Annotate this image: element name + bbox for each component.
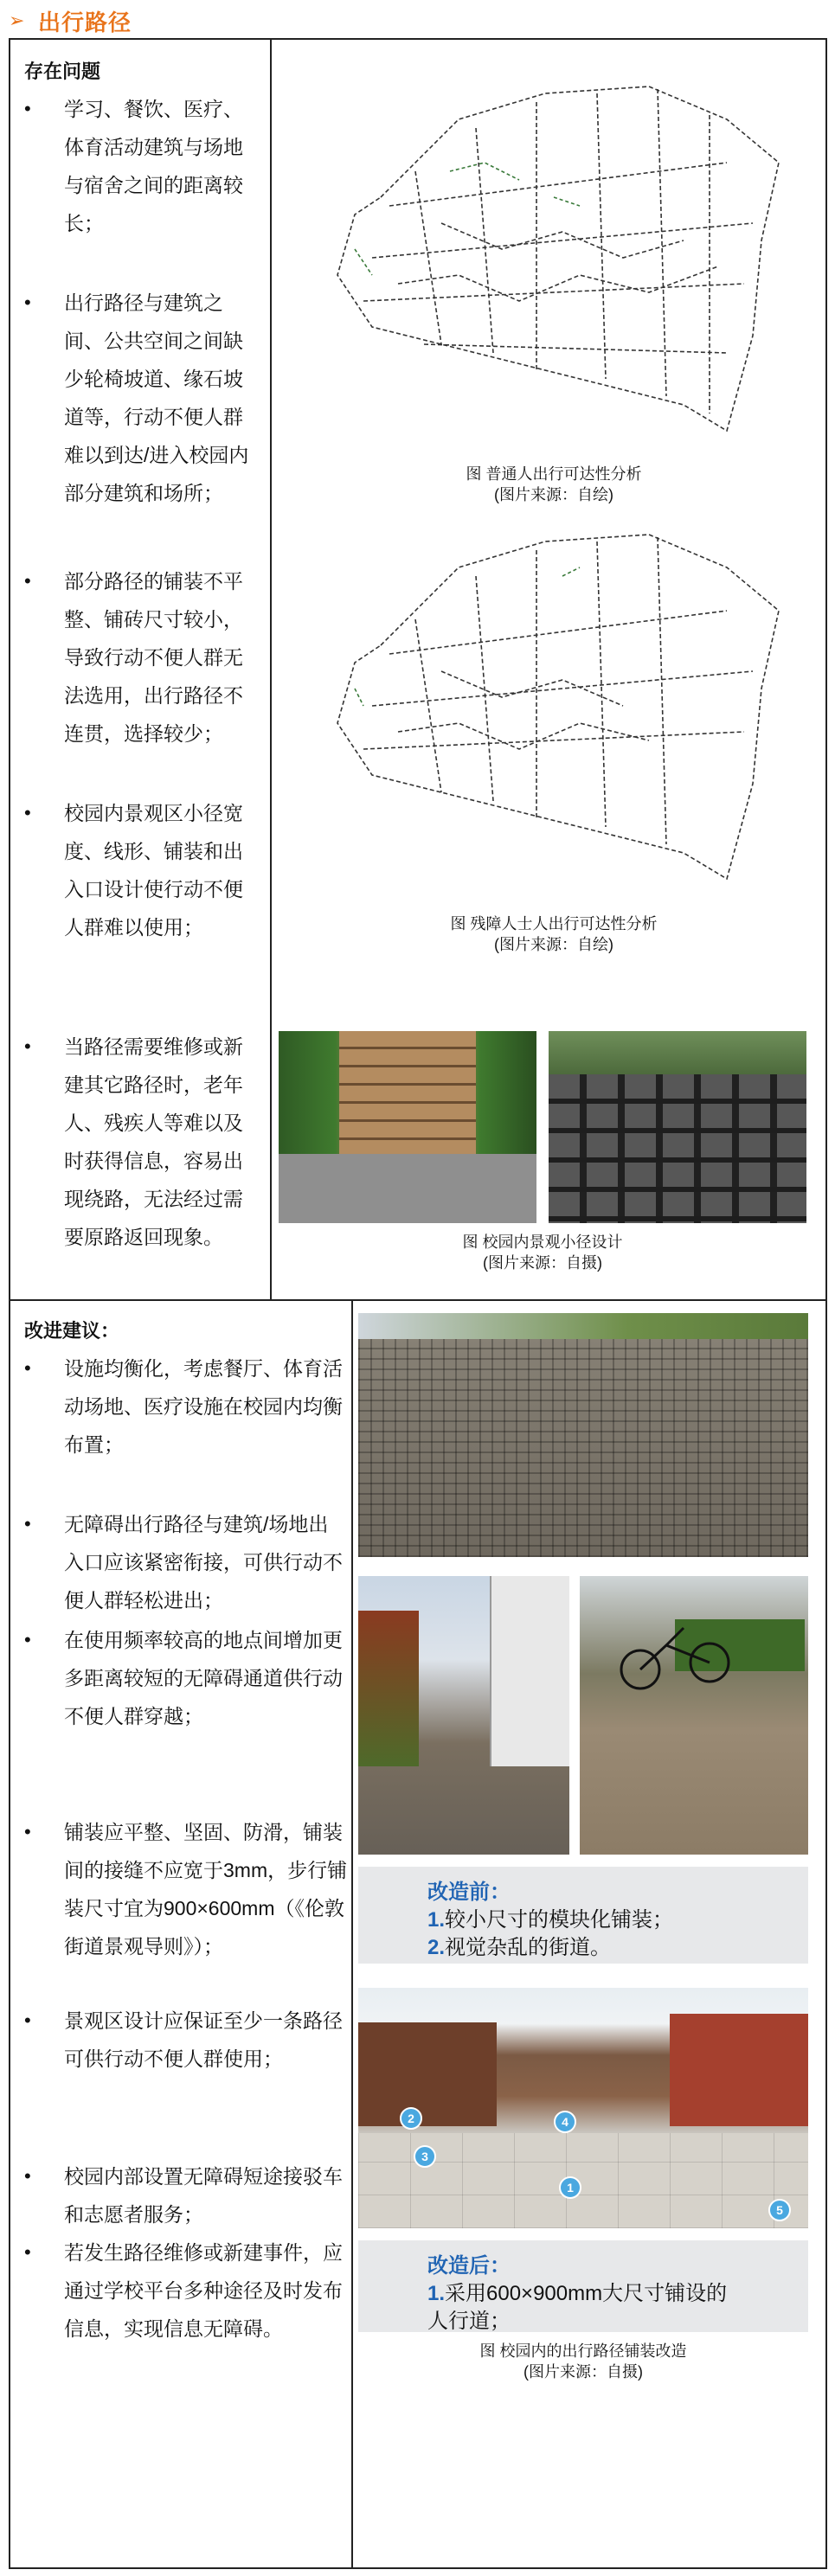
street-label-1: 1 [559, 2176, 581, 2199]
suggestion-item-7: • 若发生路径维修或新建事件，应通过学校平台多种途径及时发布信息，实现信息无障碍。 [24, 2233, 341, 2348]
suggestion-text-1: 设施均衡化，考虑餐厅、体育活动场地、医疗设施在校园内均衡布置； [64, 1357, 343, 1456]
photos2-caption-title: 图 校园内的出行路径铺装改造 [479, 2342, 687, 2360]
problem-text-2: 出行路径与建筑之间、公共空间之间缺少轮椅坡道、缘石坡道等，行动不便人群难以到达/进入校园内部分建筑和场所； [64, 292, 249, 504]
problem-text-1: 学习、餐饮、医疗、体育活动建筑与场地与宿舍之间的距离较长； [64, 98, 243, 234]
street-label-4: 4 [554, 2111, 576, 2133]
problems-divider [270, 38, 272, 1301]
map1-caption-title: 图 普通人出行可达性分析 [466, 465, 642, 483]
photo-wooden-path [279, 1031, 536, 1223]
before-line-2: 2.视觉杂乱的街道。 [427, 1936, 612, 1959]
problem-item-2: • 出行路径与建筑之间、公共空间之间缺少轮椅坡道、缘石坡道等，行动不便人群难以到达/进入校园内部分建筑和场所； [24, 284, 258, 512]
street-label-5: 5 [768, 2199, 791, 2221]
suggestion-item-6: • 校园内部设置无障碍短途接驳车和志愿者服务； [24, 2157, 341, 2233]
suggestion-item-5: • 景观区设计应保证至少一条路径可供行动不便人群使用； [24, 2002, 341, 2078]
suggestion-text-4: 铺装应平整、坚固、防滑，铺装间的接缝不应宽于3mm，步行铺装尺寸宜为900×600mm（《伦敦街道景观导则》）； [64, 1821, 348, 1958]
photo-bicycle-gravel [580, 1576, 808, 1855]
section-title: 出行路径 [38, 9, 132, 35]
photo-redesigned-street [358, 1988, 808, 2228]
before-callout [358, 1867, 808, 1964]
suggestion-text-2: 无障碍出行路径与建筑/场地出入口应该紧密衔接，可供行动不便人群轻松进出； [64, 1513, 343, 1612]
suggestion-item-3: • 在使用频率较高的地点间增加更多距离较短的无障碍通道供行动不便人群穿越； [24, 1621, 341, 1735]
accessibility-map-disabled [320, 516, 787, 913]
photo-narrow-alley [358, 1576, 569, 1855]
map2-caption-title: 图 残障人士人出行可达性分析 [450, 915, 658, 932]
problems-title: 存在问题 [24, 61, 101, 82]
before-head: 改造前： [427, 1881, 511, 1904]
problem-item-4: • 校园内景观区小径宽度、线形、铺装和出入口设计使行动不便人群难以使用； [24, 794, 258, 946]
problem-item-1: • 学习、餐饮、医疗、体育活动建筑与场地与宿舍之间的距离较长； [24, 90, 258, 242]
after-line-1: 1.采用600×900mm大尺寸铺设的人行道； [427, 2282, 728, 2333]
before-line-1: 1.较小尺寸的模块化铺装； [427, 1908, 674, 1932]
suggestion-item-1: • 设施均衡化，考虑餐厅、体育活动场地、医疗设施在校园内均衡布置； [24, 1349, 341, 1464]
arrow-bullet-icon: ➢ [9, 10, 25, 31]
photos2-caption-source: (图片来源：自摄) [523, 2363, 643, 2381]
map2-caption-source: (图片来源：自绘) [494, 936, 613, 953]
problem-text-3: 部分路径的铺装不平整、铺砖尺寸较小，导致行动不便人群无法选用，出行路径不连贯，选择较少； [64, 570, 243, 745]
map1-caption-source: (图片来源：自绘) [494, 486, 613, 503]
map1-caption [320, 464, 787, 505]
street-label-3: 3 [414, 2145, 436, 2168]
suggestion-text-5: 景观区设计应保证至少一条路径可供行动不便人群使用； [64, 2009, 343, 2070]
problem-item-5: • 当路径需要维修或新建其它路径时，老年人、残疾人等难以及时获得信息，容易出现绕路，无法经过需要原路返回现象。 [24, 1028, 258, 1256]
problem-text-5: 当路径需要维修或新建其它路径时，老年人、残疾人等难以及时获得信息，容易出现绕路，无法经过需要原路返回现象。 [64, 1035, 243, 1248]
photo-stone-paving [549, 1031, 806, 1223]
suggestions-divider [351, 1299, 353, 2569]
suggestion-item-4: • 铺装应平整、坚固、防滑，铺装间的接缝不应宽于3mm，步行铺装尺寸宜为900×600mm（《伦敦街道景观导则》）； [24, 1813, 341, 1965]
problem-text-4: 校园内景观区小径宽度、线形、铺装和出入口设计使行动不便人群难以使用； [64, 802, 243, 939]
after-callout [358, 2240, 808, 2332]
suggestions-title: 改进建议： [24, 1320, 120, 1342]
suggestion-text-6: 校园内部设置无障碍短途接驳车和志愿者服务； [64, 2165, 343, 2226]
suggestion-item-2: • 无障碍出行路径与建筑/场地出入口应该紧密衔接，可供行动不便人群轻松进出； [24, 1505, 341, 1619]
accessibility-map-normal [320, 67, 787, 465]
section-header [9, 5, 132, 36]
map2-caption [320, 913, 787, 955]
photos2-caption [358, 2341, 808, 2382]
photos1-caption-title: 图 校园内景观小径设计 [462, 1234, 623, 1251]
photo-cobblestone-road [358, 1313, 808, 1557]
suggestion-text-3: 在使用频率较高的地点间增加更多距离较短的无障碍通道供行动不便人群穿越； [64, 1629, 343, 1727]
photos1-caption-source: (图片来源：自摄) [483, 1254, 602, 1272]
suggestion-text-7: 若发生路径维修或新建事件，应通过学校平台多种途径及时发布信息，实现信息无障碍。 [64, 2241, 343, 2340]
street-label-2: 2 [400, 2107, 422, 2130]
after-head: 改造后： [427, 2254, 511, 2278]
photos1-caption [279, 1232, 806, 1273]
problem-item-3: • 部分路径的铺装不平整、铺砖尺寸较小，导致行动不便人群无法选用，出行路径不连贯，选择较少； [24, 562, 258, 753]
